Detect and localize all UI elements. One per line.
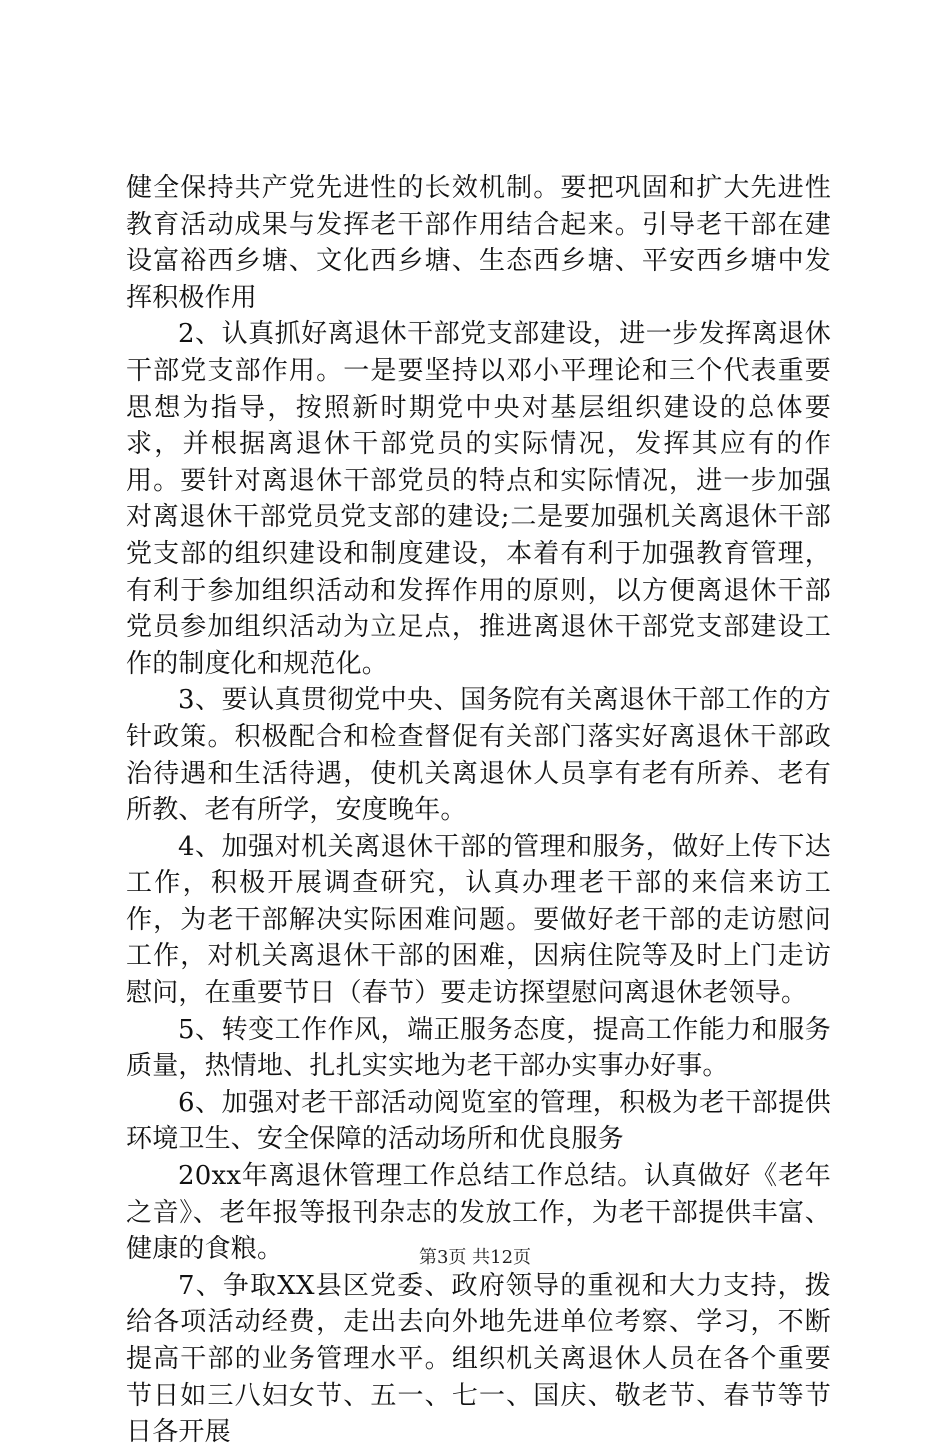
paragraph-2: 2、认真抓好离退休干部党支部建设，进一步发挥离退休干部党支部作用。一是要坚持以邓小平理论和三个代表重要思想为指导，按照新时期党中央对基层组织建设的总体要求，并根据离退休干部党员的实际情况，发挥其应有的作用。要针对离退休干部党员的特点和实际情况，进一步加强对离退休干部党员党支部的建设;二是要加强机关离退休干部党支部的组织建设和制度建设，本着有利于加强教育管理，有利于参加组织活动和发挥作用的原则，以方便离退休干部党员参加组织活动为立足点，推进离退休干部党支部建设工作的制度化和规范化。 <box>126 319 831 679</box>
paragraph-6: 6、加强对老干部活动阅览室的管理，积极为老干部提供环境卫生、安全保障的活动场所和优良服务 <box>126 1087 831 1155</box>
paragraph-4: 4、加强对机关离退休干部的管理和服务，做好上传下达工作，积极开展调查研究，认真办理老干部的来信来访工作，为老干部解决实际困难问题。要做好老干部的走访慰问工作，对机关离退休干部的困难，因病住院等及时上门走访慰问，在重要节日（春节）要走访探望慰问离退休老领导。 <box>126 831 831 1009</box>
paragraph-1: 健全保持共产党先进性的长效机制。要把巩固和扩大先进性教育活动成果与发挥老干部作用结合起来。引导老干部在建设富裕西乡塘、文化西乡塘、生态西乡塘、平安西乡塘中发挥积极作用 <box>126 173 831 313</box>
paragraph-7: 20xx年离退休管理工作总结工作总结。认真做好《老年之音》、老年报等报刊杂志的发放工作，为老干部提供丰富、健康的食粮。 <box>126 1161 831 1265</box>
paragraph-8: 7、争取XX县区党委、政府领导的重视和大力支持，拨给各项活动经费，走出去向外地先进单位考察、学习，不断提高干部的业务管理水平。组织机关离退休人员在各个重要节日如三八妇女节、五一、七一、国庆、敬老节、春节等节日各开展 <box>126 1270 831 1448</box>
paragraph-3: 3、要认真贯彻党中央、国务院有关离退休干部工作的方针政策。积极配合和检查督促有关部门落实好离退休干部政治待遇和生活待遇，使机关离退休人员享有老有所养、老有所教、老有所学，安度晚年。 <box>126 685 831 826</box>
paragraph-5: 5、转变工作作风，端正服务态度，提高工作能力和服务质量，热情地、扎扎实实地为老干部办实事办好事。 <box>126 1014 831 1082</box>
page-number-footer: 第3页 共12页 <box>418 1247 532 1268</box>
